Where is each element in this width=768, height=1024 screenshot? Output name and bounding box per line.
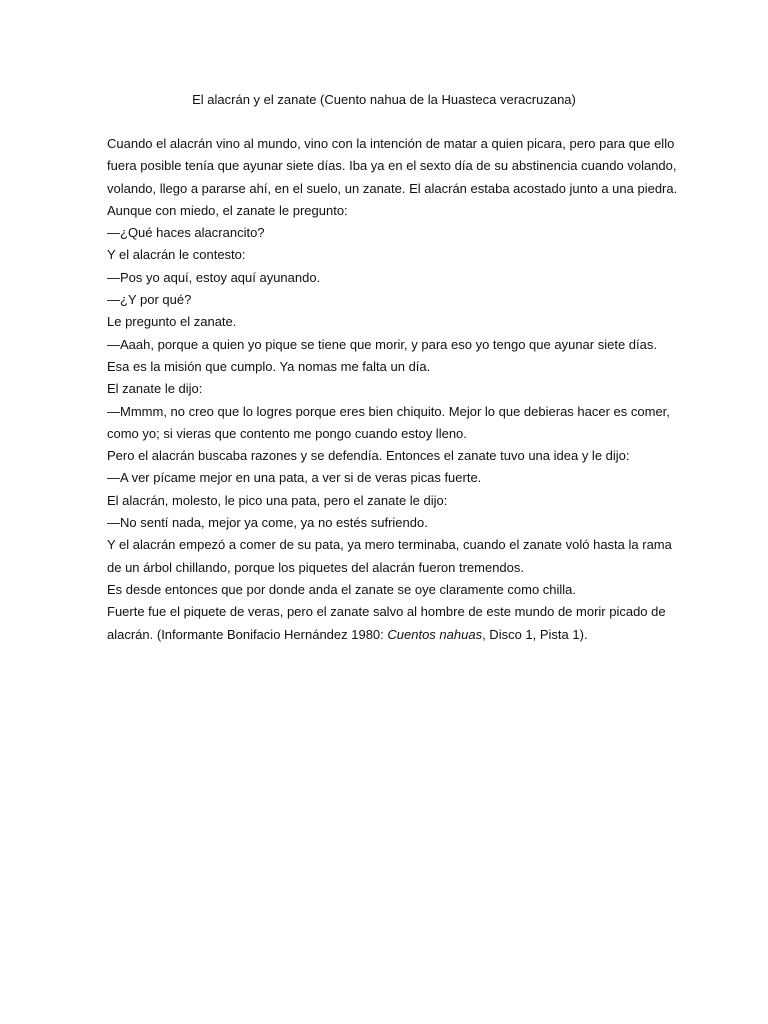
text-line: volando, llego a pararse ahí, en el suelo, un zanate. El alacrán estaba acostado junto a una piedra.: [107, 180, 678, 196]
text-line: Y el alacrán empezó a comer de su pata, ya mero terminaba, cuando el zanate voló hasta la rama: [107, 537, 672, 553]
citation-line: [107, 624, 667, 646]
text-line: —Aaah, porque a quien yo pique se tiene que morir, y para eso yo tengo que ayunar siete días.: [107, 336, 657, 352]
text-line: Y el alacrán le contesto:: [107, 247, 246, 263]
citation-work-title: Cuentos nahuas: [387, 626, 483, 642]
text-line: —Pos yo aquí, estoy aquí ayunando.: [107, 269, 321, 285]
text-line: Cuando el alacrán vino al mundo, vino con la intención de matar a quien picara, pero para que ello: [107, 136, 675, 151]
text-line: de un árbol chillando, porque los piquetes del alacrán fueron tremendos.: [107, 559, 524, 575]
text-line: Aunque con miedo, el zanate le pregunto:: [107, 202, 348, 218]
document-body: [107, 133, 678, 646]
text-line: El alacrán, molesto, le pico una pata, pero el zanate le dijo:: [107, 492, 448, 508]
text-line: —A ver pícame mejor en una pata, a ver si de veras picas fuerte.: [107, 470, 482, 486]
text-line: —No sentí nada, mejor ya come, ya no estés sufriendo.: [107, 515, 428, 531]
citation-source: , Disco 1, Pista 1).: [482, 626, 588, 642]
citation-text: alacrán. (Informante Bonifacio Hernández 1980:: [107, 626, 388, 642]
text-line: como yo; si vieras que contento me pongo cuando estoy lleno.: [107, 425, 467, 441]
text-line: El zanate le dijo:: [107, 381, 203, 397]
text-line: Le pregunto el zanate.: [107, 314, 237, 330]
text-line: Pero el alacrán buscaba razones y se defendía. Entonces el zanate tuvo una idea y le dijo:: [107, 448, 630, 464]
text-line: Fuerte fue el piquete de veras, pero el zanate salvo al hombre de este mundo de morir picado de: [107, 604, 666, 620]
text-line: fuera posible tenía que ayunar siete días. Iba ya en el sexto día de su abstinencia cuando volando,: [107, 158, 677, 174]
text-line: —Mmmm, no creo que lo logres porque eres bien chiquito. Mejor lo que debieras hacer es comer,: [107, 403, 670, 419]
text-line: —¿Y por qué?: [107, 292, 192, 308]
text-line: Esa es la misión que cumplo. Ya nomas me falta un día.: [107, 358, 431, 374]
document-title: El alacrán y el zanate (Cuento nahua de la Huasteca veracruzana): [192, 92, 576, 107]
text-line: Es desde entonces que por donde anda el zanate se oye claramente como chilla.: [107, 581, 577, 597]
text-line: —¿Qué haces alacrancito?: [107, 225, 265, 241]
